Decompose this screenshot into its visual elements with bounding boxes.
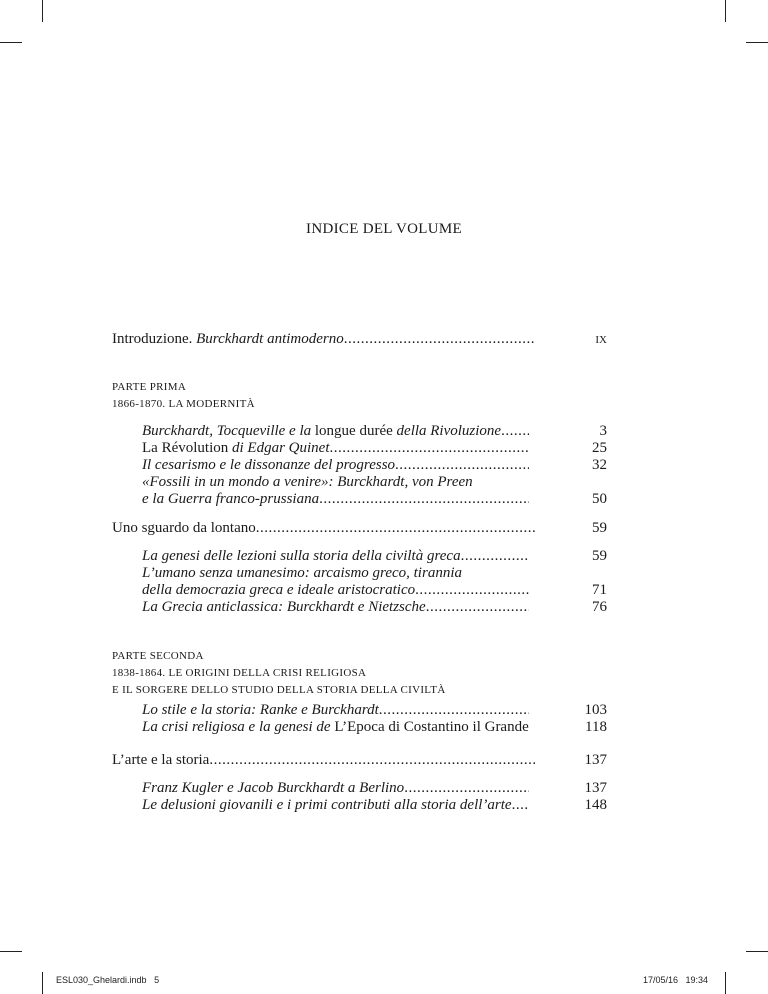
crop-mark — [42, 0, 43, 22]
page-number: ix — [595, 331, 607, 347]
page-number: 59 — [592, 548, 607, 564]
page-number: 25 — [592, 440, 607, 456]
page-number: 3 — [599, 423, 607, 439]
toc-entry[interactable]: La crisi religiosa e la genesi de L’Epoca di Costantino il Grande ..... 118 — [142, 719, 607, 736]
crop-mark — [725, 972, 726, 994]
page-number: 103 — [584, 702, 607, 718]
toc-entry-arte[interactable]: L’arte e la storia ..... 137 — [112, 752, 607, 769]
toc-section — [142, 548, 607, 616]
toc-entry[interactable]: Lo stile e la storia: Ranke e Burckhardt ..... 103 — [142, 702, 607, 719]
toc-entry[interactable]: La Révolution di Edgar Quinet ..... 25 — [142, 440, 607, 457]
footer-filename: ESL030_Ghelardi.indb 5 — [56, 975, 160, 985]
toc-entry-intro[interactable]: Introduzione. Burckhardt antimoderno ..... ix — [112, 331, 607, 348]
crop-mark — [42, 972, 43, 994]
page-number: 148 — [584, 797, 607, 813]
toc-entry[interactable]: «Fossili in un mondo a venire»: Burckhardt, von Preen — [142, 474, 473, 490]
toc-entry[interactable]: della democrazia greca e ideale aristocratico ..... 71 — [142, 582, 607, 599]
crop-mark — [746, 951, 768, 952]
page-number: 76 — [592, 599, 607, 615]
toc-section — [142, 780, 607, 814]
page-number: 137 — [584, 752, 607, 768]
toc-entry[interactable]: Franz Kugler e Jacob Burckhardt a Berlino ..... 137 — [142, 780, 607, 797]
crop-mark — [746, 42, 768, 43]
page-number: 71 — [592, 582, 607, 598]
toc-entry[interactable]: L’umano senza umanesimo: arcaismo greco, tirannia — [142, 565, 462, 581]
page-number: 137 — [584, 780, 607, 796]
crop-mark — [725, 0, 726, 22]
toc-section — [142, 702, 607, 736]
part-heading: PARTE PRIMA 1866-1870. LA MODERNITÀ — [112, 381, 255, 410]
toc-entry[interactable]: Le delusioni giovanili e i primi contributi alla storia dell’arte ..... 148 — [142, 797, 607, 814]
page-number: 59 — [592, 520, 607, 536]
page-number: 50 — [592, 491, 607, 507]
toc-entry[interactable]: La genesi delle lezioni sulla storia della civiltà greca ..... 59 — [142, 548, 607, 565]
toc-entry[interactable]: Burckhardt, Tocqueville e la longue durée della Rivoluzione ..... 3 — [142, 423, 607, 440]
crop-mark — [0, 42, 22, 43]
toc-entry[interactable]: La Grecia anticlassica: Burckhardt e Nietzsche ..... 76 — [142, 599, 607, 616]
footer-timestamp: 17/05/16 19:34 — [643, 975, 709, 985]
toc-section — [142, 423, 607, 508]
page-number: 32 — [592, 457, 607, 473]
toc-entry[interactable]: e la Guerra franco-prussiana ..... 50 — [142, 491, 607, 508]
toc-entry[interactable]: Il cesarismo e le dissonanze del progresso ..... 32 — [142, 457, 607, 474]
part-heading: PARTE SECONDA 1838-1864. LE ORIGINI DELLA CRISI RELIGIOSA E IL SORGERE DELLO STUDIO DELLA STORIA DELLA CIVILTÀ — [112, 650, 446, 696]
page-number: 118 — [585, 719, 607, 735]
page-title: INDICE DEL VOLUME — [306, 221, 462, 237]
crop-mark — [0, 951, 22, 952]
toc-entry-sguardo[interactable]: Uno sguardo da lontano ..... 59 — [112, 520, 607, 537]
